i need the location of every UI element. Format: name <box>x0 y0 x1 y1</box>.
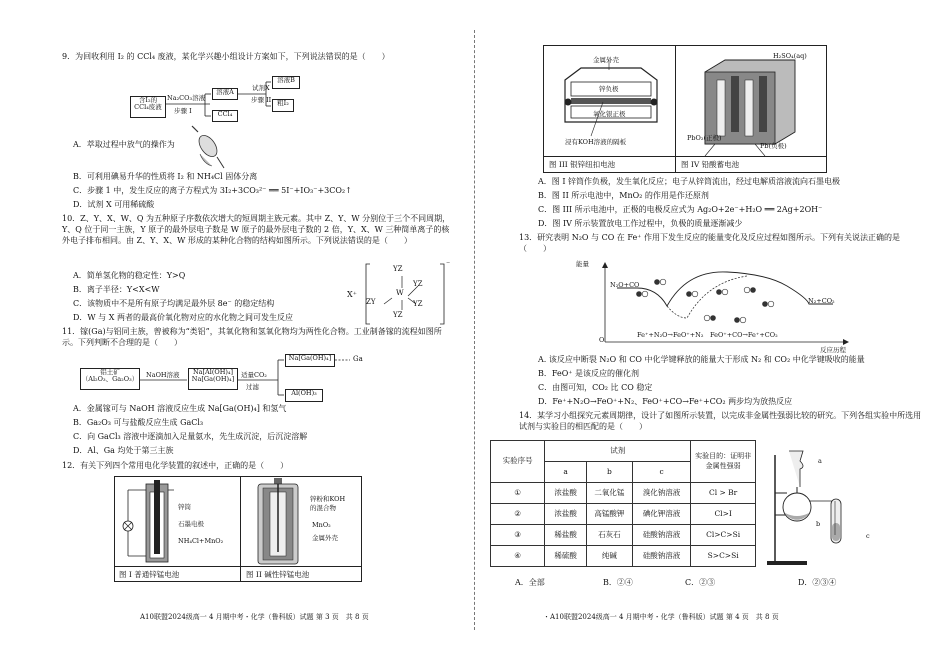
q14-header-reagent: 试剂 <box>545 441 691 462</box>
fig4-caption: 图 IV 铅酸蓄电池 <box>681 160 740 169</box>
structure-charge: ⁻ <box>446 260 451 269</box>
q13-left-label: N₂O+CO <box>610 281 640 289</box>
q11-bottom-box: Al(OH)₃ <box>285 389 323 402</box>
apparatus-label-a: a <box>818 457 822 465</box>
q14-stem: 14．某学习小组探究元素周期律，设计了如图所示装置，以完成非金属性强弱比较的研究。下列各组实验中所选用试剂与实验目的相匹配的是（ ） <box>519 411 922 431</box>
fig1-caption: 图 I 普通锌锰电池 <box>119 570 180 579</box>
q12-caption-line-2 <box>543 156 827 157</box>
q10-option-a: A．简单氢化物的稳定性：Y>Q <box>73 271 186 280</box>
q9-crude-box: 粗I₂ <box>272 99 294 112</box>
table-row <box>491 525 756 546</box>
q10-option-c: C．该物质中不是所有原子均满足最外层 8e⁻ 的稳定结构 <box>73 299 275 308</box>
fig3-label-zinc: 锌负极 <box>599 85 619 93</box>
table-cell: ④ <box>491 546 545 567</box>
table-cell: 石灰石 <box>586 525 632 546</box>
table-cell: Cl > Br <box>691 483 756 504</box>
q13-option-a: A. 该反应中断裂 N₂O 和 CO 中化学键释放的能量大于形成 N₂ 和 CO₂ 中化学键吸收的能量 <box>538 355 865 364</box>
q11-filter-label: 过滤 <box>246 383 259 391</box>
table-cell: 高锰酸钾 <box>586 504 632 525</box>
table-cell: 二氧化锰 <box>586 483 632 504</box>
table-cell: 纯碱 <box>586 546 632 567</box>
fig4-label-h2so4: H₂SO₄(aq) <box>773 52 807 60</box>
q9-solA-box: 溶液A <box>212 88 238 100</box>
right-page <box>475 0 950 653</box>
table-cell: 浓盐酸 <box>545 483 587 504</box>
fig2-label-shell: 金属外壳 <box>312 534 338 542</box>
table-row <box>491 504 756 525</box>
table-cell: ② <box>491 504 545 525</box>
table-cell: 浓盐酸 <box>545 504 587 525</box>
fig1-label-zinc: 锌筒 <box>178 503 191 511</box>
q9-start-box: 含I₂的 CCl₄废液 <box>130 96 166 118</box>
q14-col-c: c <box>632 462 690 483</box>
table-cell: 碘化钾溶液 <box>632 504 690 525</box>
q13-stem: 13．研究表明 N₂O 与 CO 在 Fe⁺ 作用下发生反应的能量变化及反应过程如图所示。下列有关说法正确的是（ ） <box>519 233 900 253</box>
q14-header-no: 实验序号 <box>491 441 545 483</box>
structure-yz-bottom: YZ <box>393 311 403 319</box>
table-row <box>491 483 756 504</box>
q11-naoh-label: NaOH溶液 <box>146 371 180 379</box>
q9-ccl4-box: CCl₄ <box>212 110 238 122</box>
q14-header-goal: 实验目的：证明非金属性强弱 <box>691 441 756 483</box>
q9-option-c: C．步骤 1 中，发生反应的离子方程式为 3I₂+3CO₃²⁻ ══ 5I⁻+IO₃⁻+3CO₂↑ <box>73 186 352 195</box>
q11-ga-label: Ga <box>353 355 363 363</box>
table-cell: 硅酸钠溶液 <box>632 525 690 546</box>
q9-option-d: D．试剂 X 可用稀硫酸 <box>73 200 155 209</box>
table-cell: S>C>Si <box>691 546 756 567</box>
q9-option-b: B．可利用碘易升华的性质将 I₂ 和 NH₄Cl 固体分离 <box>73 172 258 181</box>
q13-origin: O <box>599 336 605 344</box>
q12-option-d: D．图 IV 所示装置放电工作过程中，负极的质量逐渐减少 <box>538 219 743 228</box>
q10-option-d: D．W 与 X 两者的最高价氧化物对应的水化物之间可发生反应 <box>73 313 293 322</box>
fig2-label-zinc-koh: 锌粉和KOH 的混合物 <box>310 495 346 512</box>
q13-xlabel: 反应历程 <box>820 346 846 354</box>
q13-ylabel: 能量 <box>576 260 589 268</box>
q11-option-a: A．金属镓可与 NaOH 溶液反应生成 Na[Ga(OH)₄] 和氢气 <box>73 404 287 413</box>
fig2-caption: 图 II 碱性锌锰电池 <box>246 570 310 579</box>
q14-col-a: a <box>545 462 587 483</box>
fig2-label-mno2: MnO₂ <box>312 521 331 529</box>
table-row <box>491 546 756 567</box>
q12-option-a: A．图 I 锌筒作负极，发生氧化反应；电子从锌筒流出，经过电解质溶液流向石墨电极 <box>538 177 841 186</box>
fig1-label-graphite: 石墨电极 <box>178 520 204 528</box>
q9-step1-label: 步骤 I <box>174 107 192 115</box>
right-footer: ・A10联盟2024级高一 4 月期中考・化学（鲁科版）试题 第 4 页 共 8 页 <box>543 613 779 621</box>
q12-stem: 12．有关下列四个常用电化学装置的叙述中，正确的是（ ） <box>62 461 289 470</box>
q14-option-b: B．②④ <box>603 578 633 587</box>
table-cell: 溴化钠溶液 <box>632 483 690 504</box>
q11-top-box: Na[Ga(OH)₄] <box>285 354 335 367</box>
fig4-label-pb: Pb(负极) <box>760 142 787 150</box>
table-cell: 硅酸钠溶液 <box>632 546 690 567</box>
structure-yz-lower: YZ <box>413 300 423 308</box>
q11-option-b: B．Ga₂O₃ 可与盐酸反应生成 GaCl₃ <box>73 418 204 427</box>
structure-w: W <box>396 288 404 297</box>
q12-option-c: C．图 III 所示电池中，正极的电极反应式为 Ag₂O+2e⁻+H₂O ══ 2Ag+2OH⁻ <box>538 205 823 214</box>
q11-stem: 11．镓(Ga)与铝同主族，曾被称为“类铝”，其氧化物和氢氧化物均为两性化合物。工业制备镓的流程如图所示。下列判断不合理的是（ ） <box>62 327 442 347</box>
q14-option-a: A．全部 <box>515 578 545 587</box>
q11-mid-box: Na[Al(OH)₄] Na[Ga(OH)₄] <box>188 368 238 390</box>
structure-zy-left: ZY <box>366 298 376 306</box>
q11-option-c: C．向 GaCl₃ 溶液中逐滴加入足量氨水，先生成沉淀，后沉淀溶解 <box>73 432 308 441</box>
q13-option-b: B．FeO⁺ 是该反应的催化剂 <box>538 369 640 378</box>
q11-co2-label: 适量CO₂ <box>241 371 267 379</box>
q12-option-b: B．图 II 所示电池中，MnO₂ 的作用是作还原剂 <box>538 191 709 200</box>
q9-stem: 9．为回收利用 I₂ 的 CCl₄ 废液，某化学兴趣小组设计方案如下，下列说法错误的是（ ） <box>62 52 390 61</box>
q9-step2-label: 步骤 II <box>251 96 272 104</box>
fig3-label-shell: 金属外壳 <box>593 56 619 64</box>
fig3-caption: 图 III 银锌纽扣电池 <box>549 160 616 169</box>
q13-equation: Fe⁺+N₂O→FeO⁺+N₂ FeO⁺+CO→Fe⁺+CO₂ <box>637 331 778 339</box>
q10-option-b: B．离子半径：Y<X<W <box>73 285 160 294</box>
q14-option-c: C．②③ <box>685 578 716 587</box>
q11-flow-arrows <box>0 0 475 420</box>
table-cell: Cl>C>Si <box>691 525 756 546</box>
fig3-label-silver-oxide: 氧化银正极 <box>593 110 626 118</box>
q13-energy-diagram <box>597 262 857 362</box>
q9-reagentX-label: 试剂X <box>252 84 270 92</box>
q12-figure-divider-2 <box>675 45 676 173</box>
alkaline-battery-icon <box>250 478 310 568</box>
q14-table <box>490 440 756 567</box>
left-footer: A10联盟2024级高一 4 月期中考・化学（鲁科版）试题 第 3 页 共 8 页 <box>140 613 369 621</box>
q11-ore-box: 铝土矿 （Al₂O₃、Ga₂O₃） <box>80 368 140 390</box>
table-cell: 稀硫酸 <box>545 546 587 567</box>
apparatus-label-b: b <box>816 520 821 528</box>
q10-stem: 10．Z、Y、X、W、Q 为五种原子序数依次增大的短周期主族元素。其中 Z、Y、W 分别位于三个不同周期，Y、Q 位于同一主族，Y 原子的最外层电子数是 W 原子的最外层电子数的 2 倍，Y、X、W 三种简单离子的核外电子排布相同。由 Z、Y、X、W 形成的某种化合物的结构如图所示。下列说法错误的是（ ） <box>62 214 451 245</box>
apparatus-label-c: c <box>866 532 870 540</box>
q14-option-d: D．②③④ <box>798 578 837 587</box>
q13-option-d: D．Fe⁺+N₂O→FeO⁺+N₂、FeO⁺+CO→Fe⁺+CO₂ 两步均为放热反应 <box>538 397 793 406</box>
structure-yz-right: YZ <box>413 280 423 288</box>
q14-col-b: b <box>586 462 632 483</box>
table-cell: Cl>I <box>691 504 756 525</box>
table-cell: 稀盐酸 <box>545 525 587 546</box>
q9-na2co3-label: Na₂CO₃溶液 <box>167 94 206 102</box>
fig4-label-pbo2: PbO₂(正极) <box>687 134 722 142</box>
fig1-label-nh4cl: NH₄Cl+MnO₂ <box>178 537 224 545</box>
q9-solB-box: 溶液B <box>272 76 300 89</box>
button-cell-icon <box>551 50 671 150</box>
table-cell: ① <box>491 483 545 504</box>
q13-option-c: C．由图可知，CO₂ 比 CO 稳定 <box>538 383 653 392</box>
q9-option-a: A．萃取过程中放气的操作为 <box>73 140 175 149</box>
structure-x: X⁺ <box>347 290 357 299</box>
q11-option-d: D．Al、Ga 均处于第三主族 <box>73 446 174 455</box>
table-cell: ③ <box>491 525 545 546</box>
q13-right-label: N₂+CO₂ <box>808 297 835 305</box>
structure-yz-top: YZ <box>393 265 403 273</box>
fig3-label-separator: 浸有KOH溶液的隔板 <box>565 138 627 146</box>
